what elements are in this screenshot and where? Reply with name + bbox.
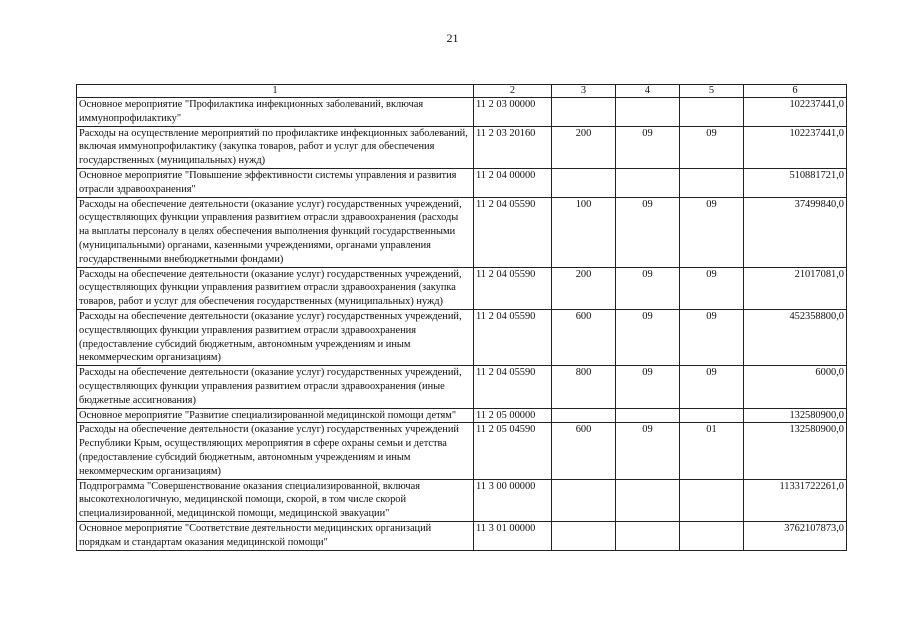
table-row — [77, 168, 847, 197]
target-code-cell: 11 2 05 04590 — [474, 423, 552, 479]
subsection-cell: 09 — [680, 126, 744, 168]
expense-name-cell: Основное мероприятие "Соответствие деятельности медицинских организаций порядкам и стандартам оказания медицинской помощи" — [77, 521, 474, 550]
subsection-cell: 09 — [680, 309, 744, 365]
subsection-cell: 09 — [680, 197, 744, 267]
column-header-3: 3 — [552, 85, 616, 98]
target-code-cell: 11 2 05 00000 — [474, 408, 552, 423]
expense-type-cell — [552, 168, 616, 197]
subsection-cell — [680, 521, 744, 550]
column-header-4: 4 — [616, 85, 680, 98]
expense-name-cell: Подпрограмма "Совершенствование оказания специализированной, включая высокотехнологичную, медицинской помощи, скорой, в том числе скорой специализированной, медицинской помощи, медицинской эвакуации" — [77, 479, 474, 521]
expense-type-cell: 800 — [552, 366, 616, 408]
subsection-cell — [680, 479, 744, 521]
target-code-cell: 11 2 04 05590 — [474, 366, 552, 408]
expense-name-cell: Расходы на осуществление мероприятий по профилактике инфекционных заболеваний, включая иммунопрофилактику (закупка товаров, работ и услуг для обеспечения государственных (муниципальных) нужд) — [77, 126, 474, 168]
section-cell — [616, 98, 680, 127]
table-row — [77, 408, 847, 423]
table-body — [77, 98, 847, 551]
expense-name-cell: Расходы на обеспечение деятельности (оказание услуг) государственных учреждений Республики Крым, осуществляющих мероприятия в сфере охраны семьи и детства (предоставление субсидий бюджетным, автономным учреждениям и иным некоммерческим организациям) — [77, 423, 474, 479]
page-number: 21 — [446, 31, 459, 45]
table-row — [77, 479, 847, 521]
table-row — [77, 423, 847, 479]
expense-type-cell: 200 — [552, 126, 616, 168]
section-cell — [616, 479, 680, 521]
target-code-cell: 11 2 03 00000 — [474, 98, 552, 127]
amount-cell: 132580900,0 — [744, 423, 847, 479]
column-header-5: 5 — [680, 85, 744, 98]
expense-name-cell: Расходы на обеспечение деятельности (оказание услуг) государственных учреждений, осуществляющих функции управления развитием отрасли здравоохранения (расходы на выплаты персоналу в целях обеспечения выполнения функций государственными (муниципальными) органами, казенными учреждениями, органами управления государственными внебюджетными фондами) — [77, 197, 474, 267]
amount-cell: 452358800,0 — [744, 309, 847, 365]
section-cell: 09 — [616, 309, 680, 365]
table-row — [77, 126, 847, 168]
table-row — [77, 521, 847, 550]
column-header-6: 6 — [744, 85, 847, 98]
amount-cell: 510881721,0 — [744, 168, 847, 197]
table-row — [77, 98, 847, 127]
expense-type-cell: 600 — [552, 423, 616, 479]
section-cell: 09 — [616, 267, 680, 309]
amount-cell: 132580900,0 — [744, 408, 847, 423]
section-cell: 09 — [616, 423, 680, 479]
amount-cell: 11331722261,0 — [744, 479, 847, 521]
target-code-cell: 11 2 04 00000 — [474, 168, 552, 197]
table-row — [77, 267, 847, 309]
subsection-cell — [680, 168, 744, 197]
expense-name-cell: Расходы на обеспечение деятельности (оказание услуг) государственных учреждений, осуществляющих функции управления развитием отрасли здравоохранения (иные бюджетные ассигнования) — [77, 366, 474, 408]
expense-type-cell — [552, 408, 616, 423]
expense-type-cell — [552, 479, 616, 521]
amount-cell: 102237441,0 — [744, 126, 847, 168]
budget-table — [76, 84, 847, 551]
target-code-cell: 11 2 04 05590 — [474, 267, 552, 309]
table-header-row — [77, 85, 847, 98]
section-cell — [616, 521, 680, 550]
target-code-cell: 11 2 03 20160 — [474, 126, 552, 168]
section-cell — [616, 408, 680, 423]
expense-type-cell: 600 — [552, 309, 616, 365]
column-header-1: 1 — [77, 85, 474, 98]
expense-type-cell — [552, 98, 616, 127]
amount-cell: 37499840,0 — [744, 197, 847, 267]
expense-name-cell: Основное мероприятие "Развитие специализированной медицинской помощи детям" — [77, 408, 474, 423]
expense-type-cell — [552, 521, 616, 550]
amount-cell: 6000,0 — [744, 366, 847, 408]
subsection-cell: 09 — [680, 366, 744, 408]
section-cell: 09 — [616, 126, 680, 168]
subsection-cell: 09 — [680, 267, 744, 309]
amount-cell: 21017081,0 — [744, 267, 847, 309]
column-header-2: 2 — [474, 85, 552, 98]
target-code-cell: 11 2 04 05590 — [474, 197, 552, 267]
target-code-cell: 11 3 00 00000 — [474, 479, 552, 521]
amount-cell: 102237441,0 — [744, 98, 847, 127]
table-row — [77, 366, 847, 408]
expense-type-cell: 200 — [552, 267, 616, 309]
section-cell — [616, 168, 680, 197]
target-code-cell: 11 3 01 00000 — [474, 521, 552, 550]
section-cell: 09 — [616, 366, 680, 408]
target-code-cell: 11 2 04 05590 — [474, 309, 552, 365]
section-cell: 09 — [616, 197, 680, 267]
expense-type-cell: 100 — [552, 197, 616, 267]
expense-name-cell: Основное мероприятие "Повышение эффективности системы управления и развития отрасли здравоохранения" — [77, 168, 474, 197]
subsection-cell: 01 — [680, 423, 744, 479]
subsection-cell — [680, 98, 744, 127]
expense-name-cell: Основное мероприятие "Профилактика инфекционных заболеваний, включая иммунопрофилактику" — [77, 98, 474, 127]
expense-name-cell: Расходы на обеспечение деятельности (оказание услуг) государственных учреждений, осуществляющих функции управления развитием отрасли здравоохранения (предоставление субсидий бюджетным, автономным учреждениям и иным некоммерческим организациям) — [77, 309, 474, 365]
amount-cell: 3762107873,0 — [744, 521, 847, 550]
expense-name-cell: Расходы на обеспечение деятельности (оказание услуг) государственных учреждений, осуществляющих функции управления развитием отрасли здравоохранения (закупка товаров, работ и услуг для обеспечения государственных (муниципальных) нужд) — [77, 267, 474, 309]
table-row — [77, 309, 847, 365]
table-row — [77, 197, 847, 267]
subsection-cell — [680, 408, 744, 423]
